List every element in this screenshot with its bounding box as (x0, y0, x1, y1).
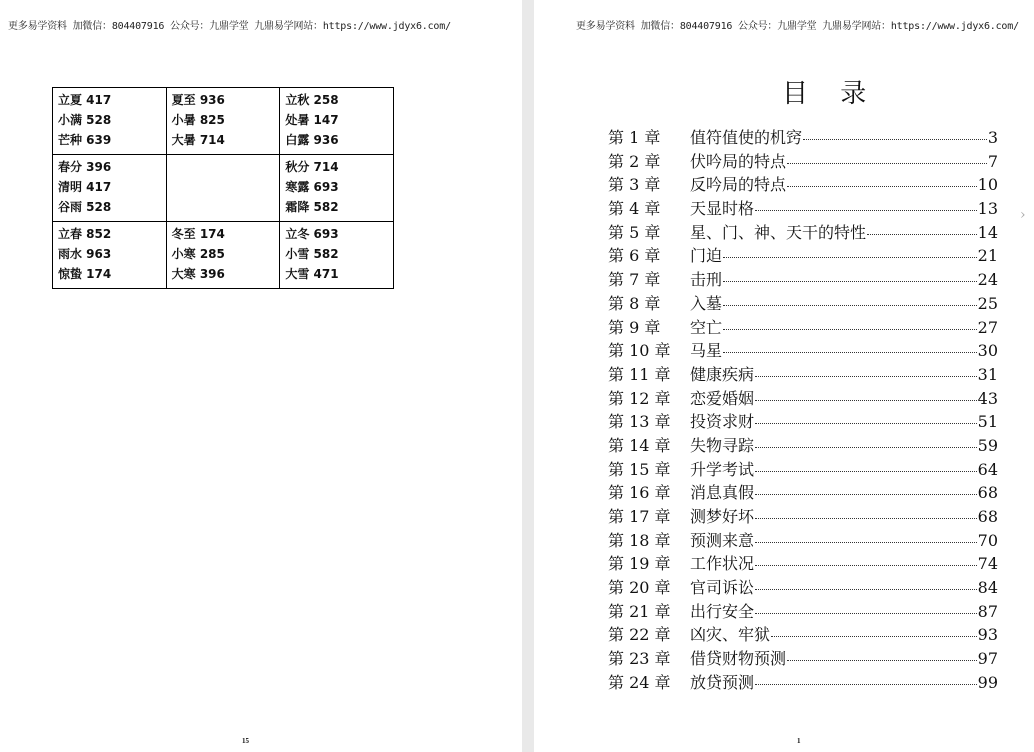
toc-entry[interactable] (608, 552, 998, 576)
toc-chapter-title: 预测来意 (690, 530, 755, 550)
toc-page-number: 68 (977, 507, 998, 526)
toc-leader-dots (755, 376, 977, 377)
toc-chapter-label: 第 24 章 (608, 672, 671, 692)
toc-chapter-title: 官司诉讼 (690, 578, 755, 598)
toc-chapter-title: 反吟局的特点 (690, 175, 787, 195)
toc-page-number: 84 (977, 578, 998, 598)
solar-term-entry: 夏至 936 (171, 93, 225, 107)
toc-chapter-title: 恋爱婚姻 (690, 388, 755, 408)
table-cell (53, 222, 167, 289)
table-cell (166, 222, 280, 289)
right-page (534, 0, 1034, 752)
toc-chapter-label: 第 10 章 (608, 341, 671, 361)
toc-chapter-label: 第 13 章 (608, 412, 671, 432)
toc-chapter-label: 第 9 章 (608, 317, 661, 337)
page-gap (522, 0, 534, 752)
solar-term-entry: 寒露 693 (285, 180, 339, 194)
toc-leader-dots (755, 518, 977, 519)
toc-chapter-title: 入墓 (690, 293, 723, 313)
toc-entry[interactable] (608, 576, 998, 600)
toc-leader-dots (755, 542, 977, 543)
solar-term-entry: 白露 936 (285, 133, 339, 147)
solar-terms-table (52, 87, 394, 289)
toc-page-number: 87 (977, 601, 998, 621)
toc-entry[interactable] (608, 150, 998, 174)
toc-leader-dots (755, 400, 977, 401)
toc-page-number: 24 (977, 270, 998, 290)
toc-chapter-title: 升学考试 (690, 459, 755, 479)
toc-chapter-title: 马星 (690, 341, 723, 361)
toc-chapter-title: 投资求财 (690, 412, 755, 432)
solar-term-entry: 小雪 582 (285, 247, 339, 261)
toc-chapter-title: 出行安全 (690, 601, 755, 621)
toc-leader-dots (803, 139, 987, 140)
solar-term-entry: 小寒 285 (171, 247, 225, 261)
toc-page-number: 10 (977, 175, 998, 195)
solar-term-entry: 小暑 825 (171, 113, 225, 127)
solar-term-entry: 春分 396 (58, 160, 112, 174)
toc-entry[interactable] (608, 126, 998, 150)
table-cell (280, 88, 394, 155)
toc-page-number: 21 (977, 246, 998, 266)
solar-term-entry: 立春 852 (58, 227, 112, 241)
toc-chapter-label: 第 18 章 (608, 530, 671, 550)
toc-entry[interactable] (608, 600, 998, 624)
solar-term-entry: 秋分 714 (285, 160, 339, 174)
toc-page-number: 97 (977, 649, 998, 669)
solar-term-entry: 清明 417 (58, 180, 112, 194)
toc-entry[interactable] (608, 647, 998, 671)
toc-chapter-label: 第 1 章 (608, 128, 661, 147)
toc-chapter-title: 空亡 (690, 317, 723, 337)
toc-chapter-title: 星、门、神、天干的特性 (690, 222, 867, 242)
toc-chapter-label: 第 4 章 (608, 199, 661, 219)
toc-entry[interactable] (608, 244, 998, 268)
toc-page-number: 93 (977, 625, 998, 645)
toc-title: 目 录 (782, 79, 879, 109)
toc-leader-dots (755, 684, 977, 685)
toc-entry[interactable] (608, 197, 998, 221)
toc-page-number: 31 (977, 364, 998, 384)
table-of-contents (608, 126, 998, 695)
toc-chapter-label: 第 23 章 (608, 649, 671, 669)
toc-page-number: 13 (977, 199, 998, 219)
toc-entry[interactable] (608, 387, 998, 411)
toc-leader-dots (723, 281, 977, 282)
toc-page-number: 74 (977, 554, 998, 574)
toc-leader-dots (867, 234, 977, 235)
solar-term-entry: 惊蛰 174 (58, 267, 112, 281)
toc-page-number: 27 (977, 317, 998, 337)
toc-chapter-label: 第 12 章 (608, 388, 671, 408)
toc-chapter-title: 测梦好坏 (690, 507, 755, 526)
toc-chapter-title: 天显时格 (690, 199, 755, 219)
page-number: 1 (797, 737, 801, 745)
toc-chapter-label: 第 8 章 (608, 293, 661, 313)
toc-chapter-label: 第 14 章 (608, 435, 671, 455)
solar-term-entry: 小满 528 (58, 113, 112, 127)
toc-leader-dots (755, 210, 977, 211)
toc-chapter-title: 健康疾病 (690, 364, 755, 384)
toc-chapter-label: 第 22 章 (608, 625, 671, 645)
toc-leader-dots (755, 565, 977, 566)
toc-chapter-label: 第 6 章 (608, 246, 661, 266)
toc-leader-dots (755, 494, 977, 495)
toc-leader-dots (755, 423, 977, 424)
table-row (53, 88, 394, 155)
solar-term-entry: 立冬 693 (285, 227, 339, 241)
toc-page-number: 70 (977, 530, 998, 550)
toc-leader-dots (755, 613, 977, 614)
toc-entry[interactable] (608, 481, 998, 505)
toc-chapter-label: 第 21 章 (608, 601, 671, 621)
toc-entry[interactable] (608, 292, 998, 316)
toc-entry[interactable] (608, 316, 998, 340)
page-header: 更多易学资料 加微信：804407916 公众号：九鼎学堂 九鼎易学网站：https://www.jdyx6.com/ (8, 21, 451, 32)
toc-chapter-label: 第 15 章 (608, 459, 671, 479)
toc-leader-dots (723, 329, 977, 330)
table-cell (53, 155, 167, 222)
toc-page-number: 68 (977, 483, 998, 503)
toc-page-number: 30 (977, 341, 998, 361)
table-cell (280, 222, 394, 289)
solar-term-entry: 谷雨 528 (58, 200, 112, 214)
toc-chapter-title: 击刑 (690, 270, 723, 290)
toc-page-number: 99 (977, 672, 998, 692)
toc-entry[interactable] (608, 268, 998, 292)
toc-chapter-title: 消息真假 (690, 483, 755, 503)
solar-term-entry: 冬至 174 (171, 227, 225, 241)
page-number: 15 (242, 737, 249, 745)
toc-page-number: 59 (977, 435, 998, 455)
toc-entry[interactable] (608, 221, 998, 245)
toc-chapter-title: 伏吟局的特点 (690, 151, 787, 171)
table-cell (166, 88, 280, 155)
toc-chapter-title: 门迫 (690, 246, 723, 266)
toc-entry[interactable] (608, 505, 998, 529)
toc-page-number: 51 (977, 412, 998, 432)
toc-entry[interactable] (608, 434, 998, 458)
table-row (53, 155, 394, 222)
toc-entry[interactable] (608, 623, 998, 647)
toc-leader-dots (723, 257, 977, 258)
toc-chapter-label: 第 19 章 (608, 554, 671, 574)
chevron-right-icon: › (1020, 207, 1026, 223)
toc-page-number: 14 (977, 222, 998, 242)
toc-chapter-title: 借贷财物预测 (690, 649, 787, 669)
solar-term-entry: 霜降 582 (285, 200, 339, 214)
solar-term-entry: 芒种 639 (58, 133, 112, 147)
toc-chapter-title: 值符值使的机窍 (690, 128, 803, 147)
toc-entry[interactable] (608, 173, 998, 197)
toc-entry[interactable] (608, 363, 998, 387)
toc-entry[interactable] (608, 458, 998, 482)
toc-chapter-label: 第 5 章 (608, 222, 661, 242)
toc-entry[interactable] (608, 410, 998, 434)
table-row (53, 222, 394, 289)
toc-chapter-label: 第 2 章 (608, 151, 661, 171)
toc-chapter-label: 第 7 章 (608, 270, 661, 290)
toc-entry[interactable] (608, 529, 998, 553)
table-cell (280, 155, 394, 222)
toc-leader-dots (755, 471, 977, 472)
toc-leader-dots (723, 305, 977, 306)
toc-leader-dots (771, 636, 977, 637)
table-cell (166, 155, 280, 222)
toc-chapter-title: 失物寻踪 (690, 435, 755, 455)
toc-chapter-title: 凶灾、牢狱 (690, 625, 771, 645)
solar-term-entry: 雨水 963 (58, 247, 112, 261)
toc-leader-dots (755, 447, 977, 448)
table-cell (53, 88, 167, 155)
solar-term-entry: 立夏 417 (58, 93, 112, 107)
toc-chapter-label: 第 3 章 (608, 175, 661, 195)
toc-chapter-label: 第 17 章 (608, 507, 671, 526)
solar-term-entry: 大寒 396 (171, 267, 225, 281)
solar-term-entry: 大雪 471 (285, 267, 339, 281)
toc-entry[interactable] (608, 339, 998, 363)
page-header: 更多易学资料 加微信：804407916 公众号：九鼎学堂 九鼎易学网站：https://www.jdyx6.com/ (576, 21, 1019, 32)
toc-chapter-label: 第 11 章 (608, 364, 671, 384)
toc-chapter-title: 工作状况 (690, 554, 755, 574)
toc-leader-dots (723, 352, 977, 353)
toc-page-number: 25 (977, 293, 998, 313)
solar-term-entry: 大暑 714 (171, 133, 225, 147)
solar-term-entry: 立秋 258 (285, 93, 339, 107)
toc-chapter-title: 放贷预测 (690, 672, 755, 692)
toc-leader-dots (787, 660, 977, 661)
toc-entry[interactable] (608, 671, 998, 695)
toc-leader-dots (787, 186, 977, 187)
toc-page-number: 7 (987, 151, 998, 171)
toc-leader-dots (755, 589, 977, 590)
toc-leader-dots (787, 163, 987, 164)
toc-chapter-label: 第 20 章 (608, 578, 671, 598)
toc-page-number: 3 (987, 128, 998, 147)
toc-page-number: 64 (977, 459, 998, 479)
toc-page-number: 43 (977, 388, 998, 408)
solar-term-entry: 处暑 147 (285, 113, 339, 127)
toc-chapter-label: 第 16 章 (608, 483, 671, 503)
